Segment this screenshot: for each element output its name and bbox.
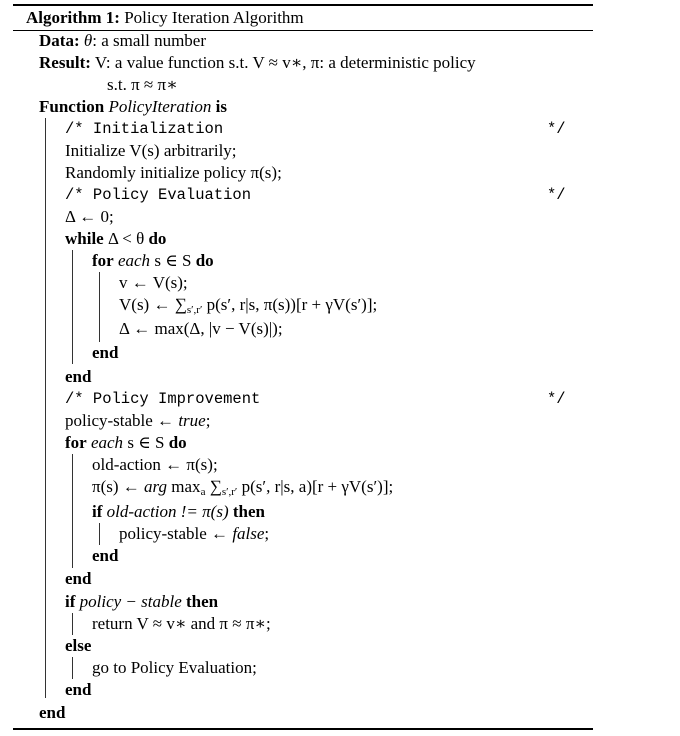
result-line-2: s.t. π ≈ π∗ [107,75,178,94]
function-header: Function PolicyIteration is [39,97,227,116]
policy-update-line: π(s) ← arg $\max_a \sum_{s',r'}$ p(s′, r|s, a)[r + γV(s′)]; [92,477,394,498]
else-block-bar [72,657,73,679]
eval-step-3: Δ ← max(Δ, |v − V(s)|); [119,319,283,338]
while-header: while Δ < θ do [65,229,167,248]
while-end: end [65,367,92,386]
if2-end: end [65,680,92,699]
top-rule [13,4,593,6]
for-block-bar [99,272,100,342]
init-policy-line: Randomly initialize policy π(s); [65,163,282,182]
if-header-2: if policy − stable then [65,592,219,611]
if-header: if old-action != π(s) then [92,502,265,521]
goto-line: go to Policy Evaluation; [92,658,257,677]
delta-init-line: Δ ← 0; [65,207,114,226]
comment-initialization: /* Initialization [65,120,224,138]
if-end: end [92,546,119,565]
bottom-rule [13,728,593,730]
comment-policy-improvement: /* Policy Improvement [65,390,261,408]
eval-step-2: V(s) ← $\sum_{s',r'}$ p(s′, r|s, π(s))[r + γV(s′)]; [119,295,378,316]
comment-close: */ [547,186,566,204]
init-value-line: Initialize V(s) arbitrarily; [65,141,237,160]
result-line: Result: V: a value function s.t. V ≈ v∗, π: a deterministic policy [39,53,476,72]
policy-stable-false-line: policy-stable ← false; [119,524,270,543]
for-header-2: for each s ∈ S do [65,433,187,452]
algorithm-caption: Algorithm 1: Policy Iteration Algorithm [26,8,304,27]
comment-close: */ [547,120,566,138]
while-block-bar [72,250,73,364]
else-keyword: else [65,636,92,655]
data-line: Data: θ: a small number [39,31,206,50]
for-end: end [92,343,119,362]
eval-step-1: v ← V(s); [119,273,188,292]
old-action-line: old-action ← π(s); [92,455,218,474]
function-end: end [39,703,66,722]
return-line: return V ≈ v∗ and π ≈ π∗; [92,614,271,633]
for2-block-bar [72,454,73,568]
policy-stable-true-line: policy-stable ← true; [65,411,211,430]
for2-end: end [65,569,92,588]
comment-policy-evaluation: /* Policy Evaluation [65,186,252,204]
if2-block-bar [72,613,73,635]
function-block-bar [45,118,46,698]
if-block-bar [99,523,100,545]
comment-close: */ [547,390,566,408]
for-header: for each s ∈ S do [92,251,214,270]
